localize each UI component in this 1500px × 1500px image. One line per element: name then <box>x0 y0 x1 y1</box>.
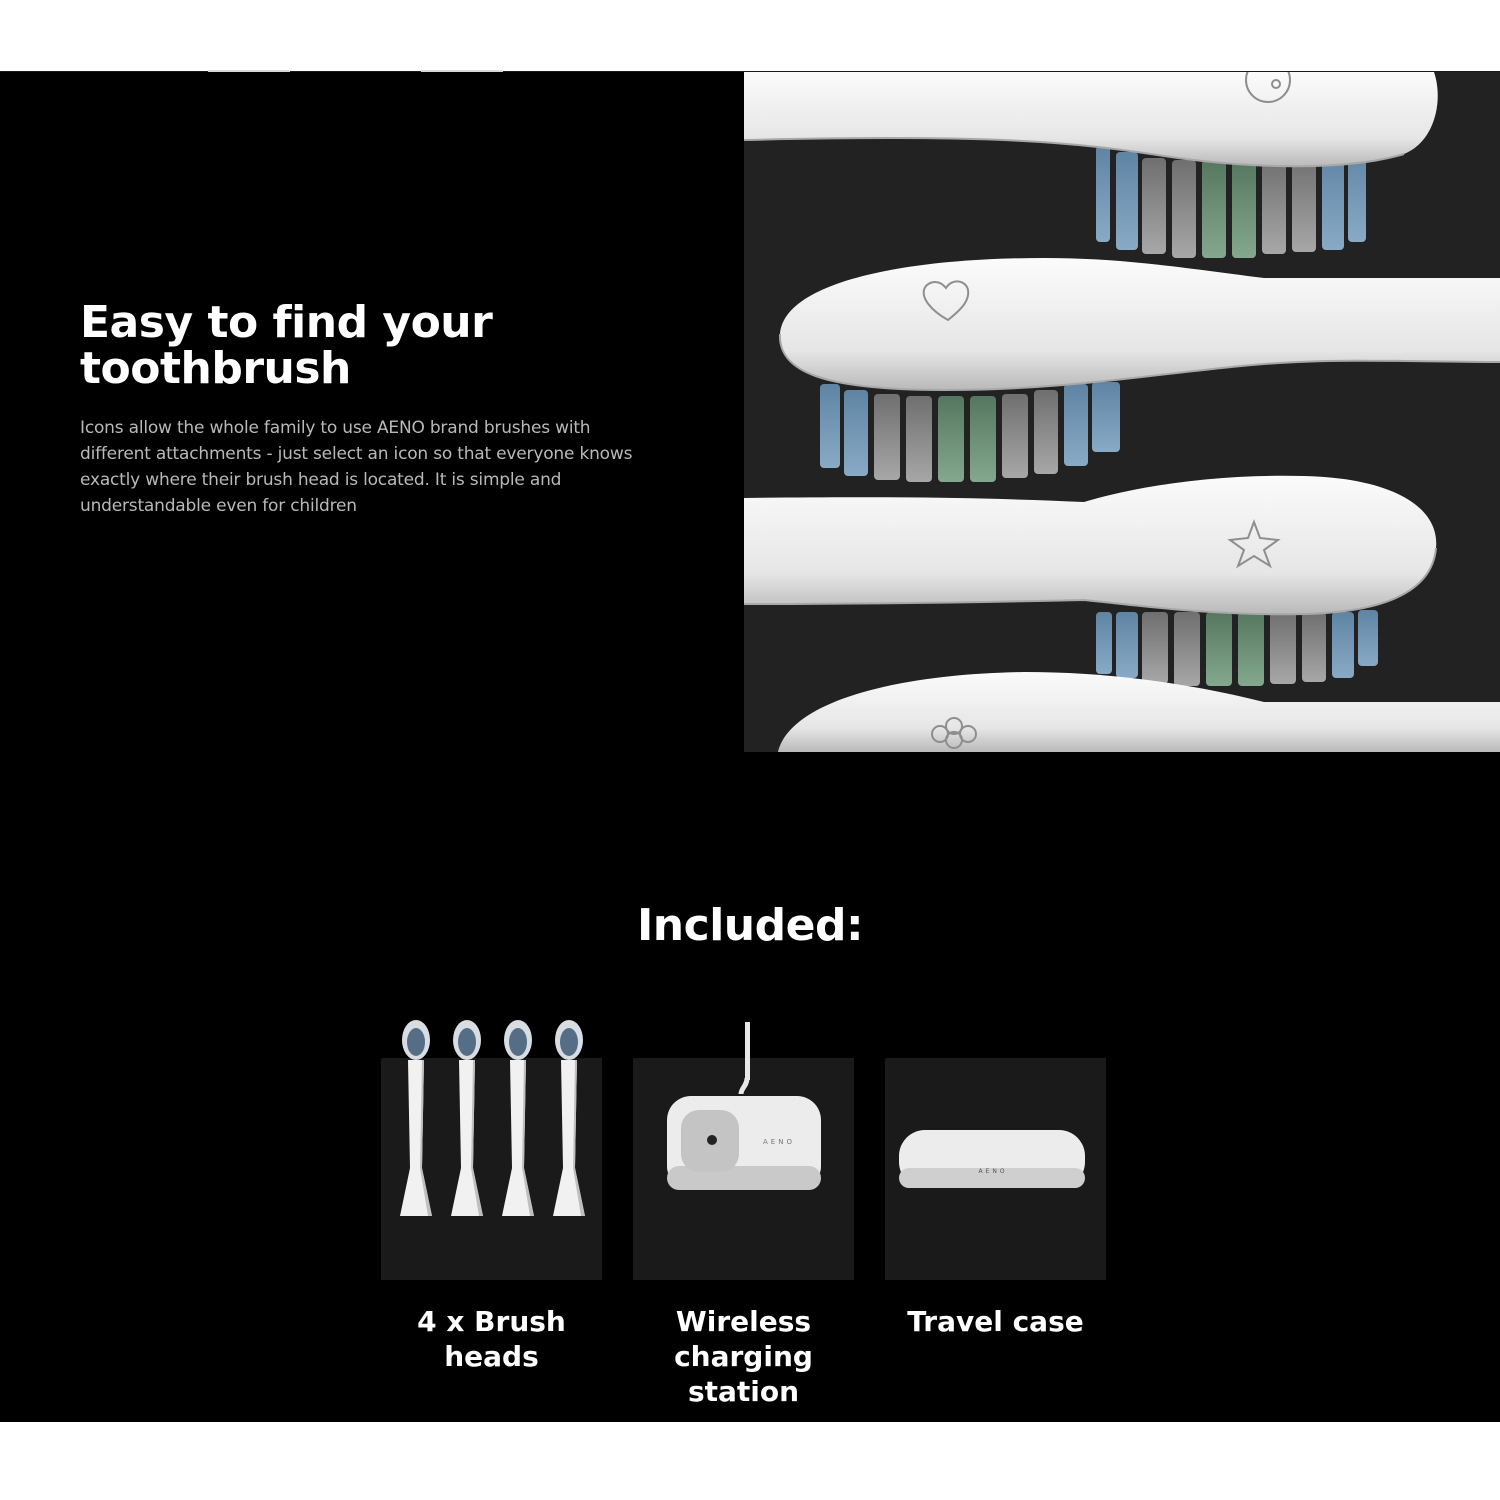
included-item-charging-station <box>633 1058 854 1409</box>
included-item-label: Wireless charging station <box>674 1305 813 1408</box>
brush-head-heart <box>780 258 1500 482</box>
section-title: Easy to find your toothbrush <box>80 297 493 394</box>
product-page <box>0 72 1500 1422</box>
section-description: Icons allow the whole family to use AENO brand brushes with different attachments - just select an icon so that everyone knows exactly where their brush head is located. It is simple and understandable even for children <box>80 418 633 516</box>
included-item-label: 4 x Brush heads <box>417 1305 566 1373</box>
top-strip <box>0 0 1500 72</box>
brand-logo: AENO <box>763 1138 795 1146</box>
brush-head-flower <box>778 672 1500 752</box>
toothbrush-heads-image <box>744 72 1500 752</box>
charging-station-image <box>633 1058 854 1280</box>
brush-heads-image <box>381 1058 602 1280</box>
brush-head-4 <box>381 1018 602 1280</box>
included-item-travel-case <box>885 1058 1106 1339</box>
travel-case-image <box>885 1058 1106 1280</box>
included-item-label: Travel case <box>907 1305 1084 1338</box>
brush-head-smiley <box>744 72 1438 258</box>
included-item-brush-heads <box>381 1058 602 1374</box>
bottom-strip <box>0 1422 1500 1500</box>
brand-logo: AENO <box>978 1168 1008 1175</box>
brush-head-star <box>744 476 1436 686</box>
charging-station-icon <box>633 1018 854 1280</box>
included-title: Included: <box>636 900 864 951</box>
travel-case-icon <box>885 1018 1106 1280</box>
